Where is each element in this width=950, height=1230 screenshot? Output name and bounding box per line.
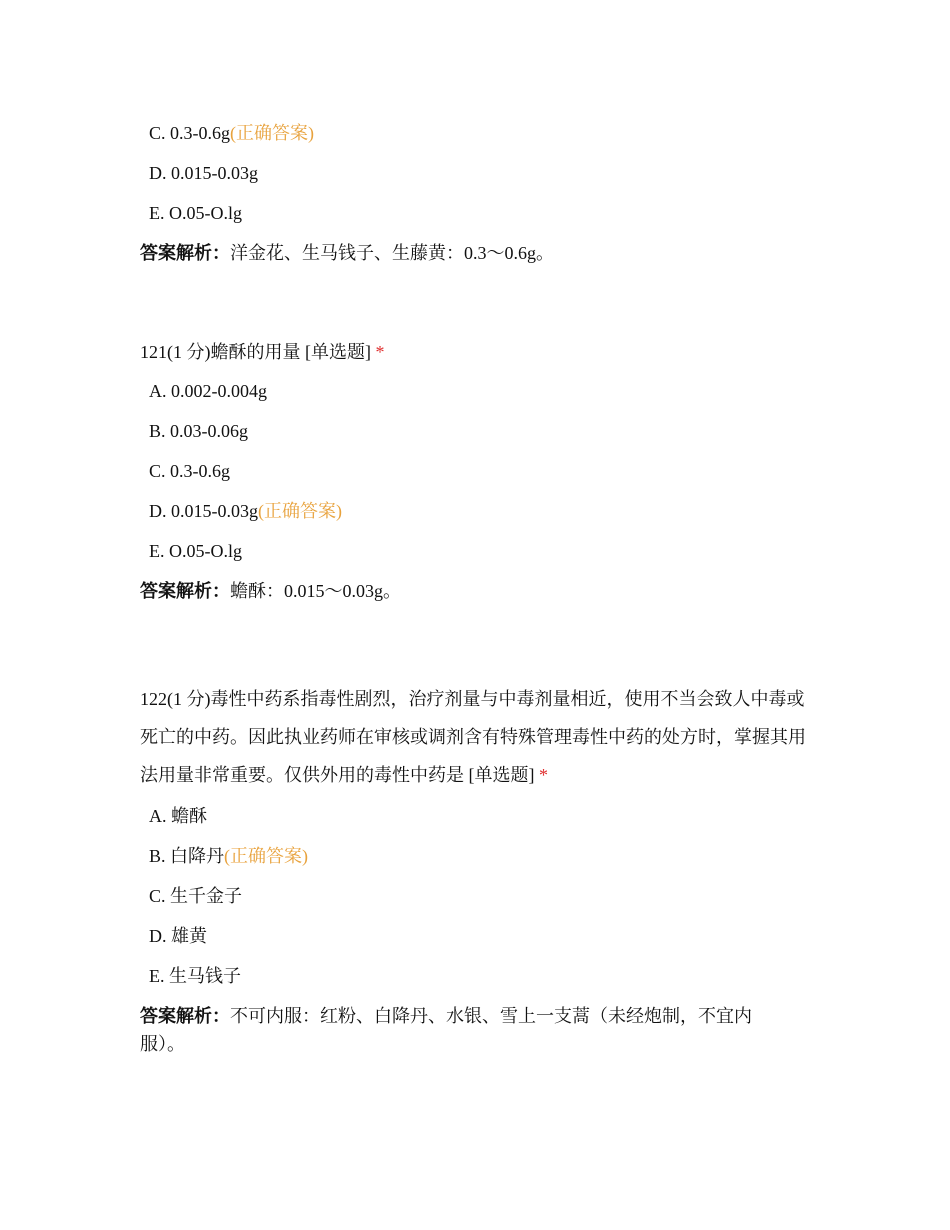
option-d <box>140 159 820 199</box>
question-122 <box>140 680 820 1058</box>
option-text: E. O.05-O.lg <box>149 541 242 561</box>
question-stem <box>140 333 820 371</box>
option-e <box>140 537 820 577</box>
option-c <box>140 119 820 159</box>
option-text: A. 0.002-0.004g <box>149 381 267 401</box>
option-text: D. 0.015-0.03g <box>149 163 258 183</box>
option-b <box>140 417 820 457</box>
option-text: B. 白降丹 <box>149 846 225 866</box>
explanation-label: 答案解析： <box>140 243 230 263</box>
option-text: E. 生马钱子 <box>149 966 241 986</box>
option-text: B. 0.03-0.06g <box>149 421 248 441</box>
question-120 <box>140 119 820 267</box>
option-e <box>140 962 820 1002</box>
required-marker: * <box>375 342 385 362</box>
correct-answer-marker: (正确答案) <box>258 501 342 521</box>
explanation-text: 不可内服：红粉、白降丹、水银、雪上一支蒿（未经炮制，不宜内服）。 <box>140 1006 752 1054</box>
option-d <box>140 922 820 962</box>
explanation-label: 答案解析： <box>140 1006 230 1026</box>
answer-explanation <box>140 239 820 267</box>
question-121 <box>140 333 820 605</box>
option-text: C. 0.3-0.6g <box>149 123 230 143</box>
question-stem <box>140 680 820 794</box>
option-a <box>140 377 820 417</box>
question-stem-text: 121(1 分)蟾酥的用量 [单选题] <box>140 342 371 362</box>
explanation-label: 答案解析： <box>140 581 230 601</box>
correct-answer-marker: (正确答案) <box>230 123 314 143</box>
option-b <box>140 842 820 882</box>
explanation-text: 蟾酥：0.015～0.03g。 <box>230 581 401 601</box>
option-text: D. 0.015-0.03g <box>149 501 258 521</box>
option-a <box>140 802 820 842</box>
answer-explanation <box>140 1002 780 1058</box>
option-text: D. 雄黄 <box>149 926 207 946</box>
option-c <box>140 457 820 497</box>
option-text: E. O.05-O.lg <box>149 203 242 223</box>
option-text: A. 蟾酥 <box>149 806 207 826</box>
answer-explanation <box>140 577 820 605</box>
explanation-text: 洋金花、生马钱子、生藤黄：0.3～0.6g。 <box>230 243 554 263</box>
option-text: C. 0.3-0.6g <box>149 461 230 481</box>
correct-answer-marker: (正确答案) <box>224 846 309 866</box>
option-d <box>140 497 820 537</box>
option-c <box>140 882 820 922</box>
required-marker: * <box>539 765 548 785</box>
question-stem-text: 122(1 分)毒性中药系指毒性剧烈，治疗剂量与中毒剂量相近，使用不当会致人中毒或死亡的中药。因此执业药师在审核或调剂含有特殊管理毒性中药的处方时，掌握其用法用量非常重要。仅供外用的毒性中药是 [单选题] <box>140 689 806 785</box>
option-text: C. 生千金子 <box>149 886 243 906</box>
option-e <box>140 199 820 239</box>
